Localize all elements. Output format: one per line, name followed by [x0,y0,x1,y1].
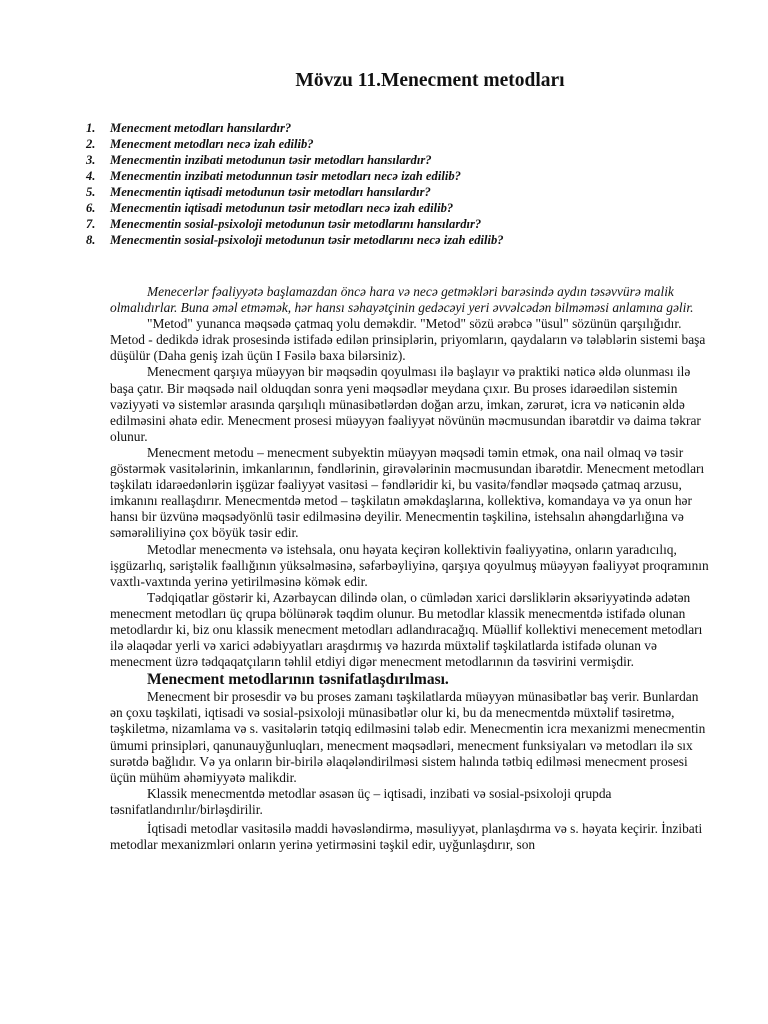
list-number: 3. [86,153,96,167]
question-list [86,120,504,248]
list-item [86,136,504,152]
paragraph: Metodlar menecmentə və istehsala, onu həyata keçirən kollektivin fəaliyyətinə, onların yaradıcılıq, işgüzarlıq, səriştəlik fəallığının yüksəlməsinə, səfərbəyliyinə, qarşıya qoyulmuş müəyyən fəaliyyət proqramının vaxtlı-vaxtında yerinə yetirilməsinə kömək edir. [110,541,709,589]
list-number: 1. [86,121,96,135]
list-number: 7. [86,217,96,231]
list-item [86,152,504,168]
list-text: Menecmentin sosial-psixoloji metodunun təsir metodlarını hansılardır? [110,217,482,231]
list-item [86,168,504,184]
paragraph: Tədqiqatlar göstərir ki, Azərbaycan dilində olan, o cümlədən xarici dərsliklərin əksəriyyətində adətən menecment metodları üç qrupa bölünərək təqdim olunur. Bu metodlar klassik menecmentdə istifadə olunan metodlardır ki, biz onu klassik menecment metodları adlandıracağıq. Müəllif kollektivi menecement metodları ilə əlaqədar yerli və xarici ədəbiyyatları araşdırmış və hazırda müxtəlif təşkilatlarda istifadə olunan və menecment üzrə tədqaqatçıların təhlil etdiyi digər menecment metodlarının da təsvirini vermişdir. [110,589,703,670]
list-item [86,120,504,136]
list-number: 2. [86,137,96,151]
list-text: Menecment metodları hansılardır? [110,121,292,135]
body-text [110,284,714,853]
page-title: Mövzu 11.Menecment metodları [295,70,565,91]
list-item [86,232,504,248]
intro-paragraph: Menecerlər fəaliyyətə başlamazdan öncə hara və necə getməkləri barəsində aydın təsəvvürə malik olmalıdırlar. Buna əməl etməmək, hər hansı səhayətçinin gedəcəyi yeri əvvəlcədən bilməməsi anlamına gəlir. [110,284,694,316]
paragraph: İqtisadi metodlar vasitəsilə maddi həvəsləndirmə, məsuliyyət, planlaşdırma və s. həyata keçirir. İnzibati metodlar mexanizmləri onların yerinə yetirməsini təşkil edir, uyğunlaşdırır, son [110,821,703,853]
list-number: 8. [86,233,96,247]
list-number: 4. [86,169,96,183]
list-text: Menecmentin inzibati metodunun təsir metodları hansılardır? [110,153,432,167]
list-text: Menecmentin iqtisadi metodunun təsir metodları hansılardır? [110,185,431,199]
list-text: Menecmentin sosial-psixoloji metodunun təsir metodlarını necə izah edilib? [110,233,504,247]
list-item [86,216,504,232]
paragraph: Menecment bir prosesdir və bu proses zamanı təşkilatlarda müəyyən münasibətlər baş verir. Bunlardan ən çoxu təşkilati, iqtisadi və sosial-psixoloji münasibətlər olur ki, bu da menecmentdə müxtəlif təsiretmə, təşkiletmə, nizamlama və s. vasitələrin tətqiq edilməsini tələb edir. Menecmentin icra mexanizmi menecmentin ümumi prinsipləri, qanunauyğunluqları, menecment məqsədləri, menecment funksiyaları və metodları ilə sıx surətdə bağlıdır. Və ya onların bir-birilə əlaqələndirilməsi sistem halında tətbiq edilməsi menecment prosesi üçün mühüm əhəmiyyətə malikdir. [110,689,706,785]
list-number: 5. [86,185,96,199]
list-number: 6. [86,201,96,215]
paragraph: Menecment metodu – menecment subyektin müəyyən məqsədi təmin etmək, ona nail olmaq və təsir göstərmək vasitələrinin, imkanlarının, fəndlərinin, girəvələrinin məcmusundan ibarətdir. Menecment metodları təşkilatı idarəedənlərin işgüzar fəaliyyət vasitəsi – fəndləridir ki, bu vasitə/fəndlər məqsədə çatmaq arzusu, imkanını reallaşdırır. Menecmentdə metod – təşkilatın əməkdaşlarına, kollektivə, komandaya və ya onun hər hansı bir üzvünə məqsədyönlü təsir edilməsinə deyilir. Menecmentin təşkilinə, istehsalın ahəngdarlığına və səmərəliliyinə çox böyük təsir edir. [110,444,705,541]
section-heading: Menecment metodlarının təsnifatlaşdırılması. [147,671,449,689]
paragraph: Menecment qarşıya müəyyən bir məqsədin qoyulması ilə başlayır və praktiki nəticə əldə olunması ilə başa çatır. Bir məqsədə nail olduqdan sonra yeni məqsədlər meydana çıxır. Bu proses idarəedilən sistemin vəziyyəti və sistemlər arasında qarşılıqlı münasibətlərdən doğan arzu, imkan, zərurət, icra və nəticənin əldə edilməsini əhatə edir. Menecment prosesi müəyyən fəaliyyət növünün məcmusundan ibarətdir və daima təkrar olunur. [110,364,701,444]
list-text: Menecment metodları necə izah edilib? [110,137,314,151]
list-item [86,200,504,216]
paragraph: Klassik menecmentdə metodlar əsasən üç – iqtisadi, inzibati və sosial-psixoloji qrupda təsnifatlandırılır/birləşdirilir. [110,785,612,817]
paragraph: "Metod" yunanca məqsədə çatmaq yolu deməkdir. "Metod" sözü ərəbcə "üsul" sözünün qarşılığıdır. Metod - dedikdə idrak prosesində istifadə edilən prinsiplərin, priyomların, qaydaların və tələblərin sistemi başa düşülür (Daha geniş izah üçün I Fəsilə baxa bilərsiniz). [110,316,706,364]
list-item [86,184,504,200]
list-text: Menecmentin inzibati metodunnun təsir metodları necə izah edilib? [110,169,461,183]
list-text: Menecmentin iqtisadi metodunun təsir metodları necə izah edilib? [110,201,454,215]
